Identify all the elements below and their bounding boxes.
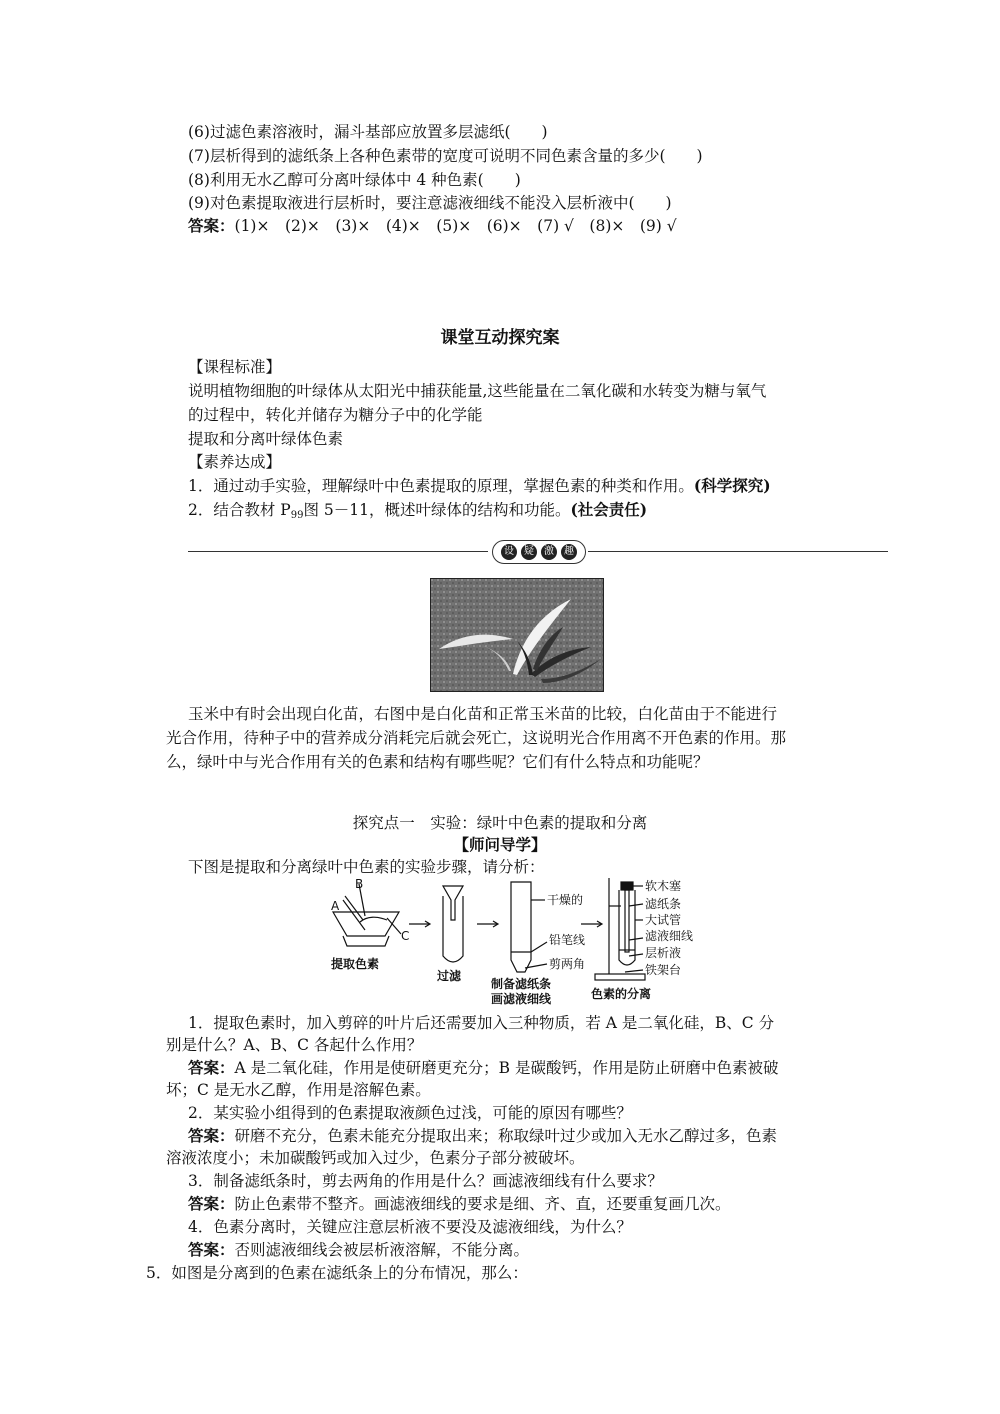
answer-1-line-1 <box>188 1058 778 1078</box>
intro-line-1: 玉米中有时会出现白化苗，右图中是白化苗和正常玉米苗的比较，白化苗由于不能进行 <box>188 705 778 723</box>
badge-char-4: 趣 <box>561 544 577 560</box>
explore-lead: 下图是提取和分离绿叶中色素的实验步骤，请分析： <box>188 858 545 876</box>
label-a: A <box>331 899 340 913</box>
answer-1-text: A 是二氧化硅，作用是使研磨更充分；B 是碳酸钙，作用是防止研磨中色素被破 <box>234 1059 779 1077</box>
mortar-shape <box>333 912 399 936</box>
label-tube: 大试管 <box>645 913 682 927</box>
question-5: 5．如图是分离到的色素在滤纸条上的分布情况，那么： <box>146 1264 528 1282</box>
judgment-item-8: (8)利用无水乙醇可分离叶绿体中 4 种色素( ) <box>188 171 521 189</box>
literacy-item-1-text: 1．通过动手实验，理解绿叶中色素提取的原理，掌握色素的种类和作用。 <box>188 477 694 495</box>
literacy-item-2 <box>188 500 647 526</box>
intro-line-2: 光合作用，待种子中的营养成分消耗完后就会死亡，这说明光合作用离不开色素的作用。那 <box>166 729 787 747</box>
judgment-item-6: (6)过滤色素溶液时，漏斗基部应放置多层滤纸( ) <box>188 123 548 141</box>
filter-tube <box>443 896 463 962</box>
judgment-item-7: (7)层析得到的滤纸条上各种色素带的宽度可说明不同色素含量的多少( ) <box>188 147 703 165</box>
answer-4-label: 答案： <box>188 1240 235 1259</box>
answer-1-label: 答案： <box>188 1058 235 1077</box>
judgment-item-9: (9)对色素提取液进行层析时，要注意滤液细线不能没入层析液中( ) <box>188 194 672 212</box>
standard-line-3: 提取和分离叶绿体色素 <box>188 430 344 448</box>
answer-3 <box>188 1194 731 1214</box>
step-label-filter: 过滤 <box>437 969 462 983</box>
intro-line-3: 么，绿叶中与光合作用有关的色素和结构有哪些呢？它们有什么特点和功能呢？ <box>166 753 709 771</box>
standard-heading: 【课程标准】 <box>188 358 282 376</box>
literacy-item-2-pre: 2．结合教材 P <box>188 501 291 519</box>
pestle <box>343 900 365 930</box>
corn-seedling-photo <box>430 578 604 692</box>
label-b: B <box>355 877 364 891</box>
label-stand: 铁架台 <box>645 963 682 977</box>
badge-char-1: 设 <box>501 544 517 560</box>
label-c: C <box>401 929 410 943</box>
literacy-item-2-sub: 99 <box>290 510 304 521</box>
literacy-item-1 <box>188 476 771 496</box>
literacy-item-2-post: 图 5－11，概述叶绿体的结构和功能。 <box>303 501 571 519</box>
answer-2-text: 研磨不充分，色素未能充分提取出来；称取绿叶过少或加入无水乙醇过多，色素 <box>234 1127 778 1145</box>
badge-char-3: 激 <box>541 544 557 560</box>
section-badge <box>492 540 586 564</box>
answer-label: 答案： <box>188 216 235 235</box>
literacy-heading: 【素养达成】 <box>188 453 282 471</box>
divider-right <box>588 551 888 552</box>
label-cut: 剪两角 <box>549 957 586 971</box>
pointer-a <box>345 896 363 920</box>
answer-2-line-2: 溶液浓度小；未加碳酸钙或加入过少，色素分子部分被破坏。 <box>166 1149 585 1167</box>
answer-3-text: 防止色素带不整齐。画滤液细线的要求是细、齐、直，还要重复画几次。 <box>234 1195 731 1213</box>
big-test-tube <box>619 890 635 965</box>
answer-3-label: 答案： <box>188 1194 235 1213</box>
pointer-stand <box>625 970 643 972</box>
explore-guide: 【师问导学】 <box>453 836 547 854</box>
funnel <box>443 886 463 920</box>
question-2: 2．某实验小组得到的色素提取液颜色过浅，可能的原因有哪些？ <box>188 1104 632 1122</box>
answer-text: (1)× (2)× (3)× (4)× (5)× (6)× (7) √ (8)× (9) √ <box>234 217 677 235</box>
question-1-line-1: 1．提取色素时，加入剪碎的叶片后还需要加入三种物质，若 A 是二氧化硅，B、C 分 <box>188 1014 775 1032</box>
label-solvent: 层析液 <box>645 946 682 960</box>
question-1-line-2: 别是什么？A、B、C 各起什么作用？ <box>166 1036 423 1054</box>
mortar-base <box>343 936 389 946</box>
question-3: 3．制备滤纸条时，剪去两角的作用是什么？画滤液细线有什么要求？ <box>188 1172 663 1190</box>
answer-4-text: 否则滤液细线会被层析液溶解，不能分离。 <box>234 1241 530 1259</box>
experiment-diagram <box>325 876 745 1006</box>
question-4: 4．色素分离时，关键应注意层析液不要没及滤液细线，为什么？ <box>188 1218 632 1236</box>
explore-title: 探究点一 实验：绿叶中色素的提取和分离 <box>352 814 648 832</box>
cork <box>621 882 633 890</box>
pointer-pencil <box>531 942 547 952</box>
literacy-item-2-tag: (社会责任) <box>570 500 648 519</box>
answer-2-label: 答案： <box>188 1126 235 1145</box>
badge-char-2: 疑 <box>521 544 537 560</box>
standard-line-1: 说明植物细胞的叶绿体从太阳光中捕获能量,这些能量在二氧化碳和水转变为糖与氧气 <box>188 382 767 400</box>
label-strip: 滤纸条 <box>645 897 682 911</box>
answer-1-line-2: 坏；C 是无水乙醇，作用是溶解色素。 <box>166 1081 431 1099</box>
step-label-separate: 色素的分离 <box>591 987 652 1001</box>
label-pencil: 铅笔线 <box>549 933 586 947</box>
judgment-answer <box>188 216 677 236</box>
divider-left <box>188 551 488 552</box>
mortar-contents <box>360 917 387 922</box>
label-dry: 干燥的 <box>547 893 584 907</box>
section-title: 课堂互动探究案 <box>440 328 560 348</box>
standard-line-2: 的过程中，转化并储存为糖分子中的化学能 <box>188 406 483 424</box>
step-label-extract: 提取色素 <box>331 957 380 971</box>
corn-seedling-image <box>431 579 603 691</box>
stand-base <box>595 974 645 980</box>
label-cork: 软木塞 <box>645 879 682 893</box>
paper-strip <box>511 882 531 972</box>
step-label-prepare-2: 画滤液细线 <box>491 992 552 1006</box>
answer-2-line-1 <box>188 1126 777 1146</box>
answer-4 <box>188 1240 529 1260</box>
literacy-item-1-tag: (科学探究) <box>693 476 771 495</box>
pointer-strip <box>629 904 643 906</box>
pointer-line <box>629 938 643 940</box>
label-line: 滤液细线 <box>645 929 694 943</box>
step-label-prepare-1: 制备滤纸条 <box>491 977 552 991</box>
pointer-solvent <box>629 954 643 956</box>
strip-in-tube <box>625 890 629 952</box>
